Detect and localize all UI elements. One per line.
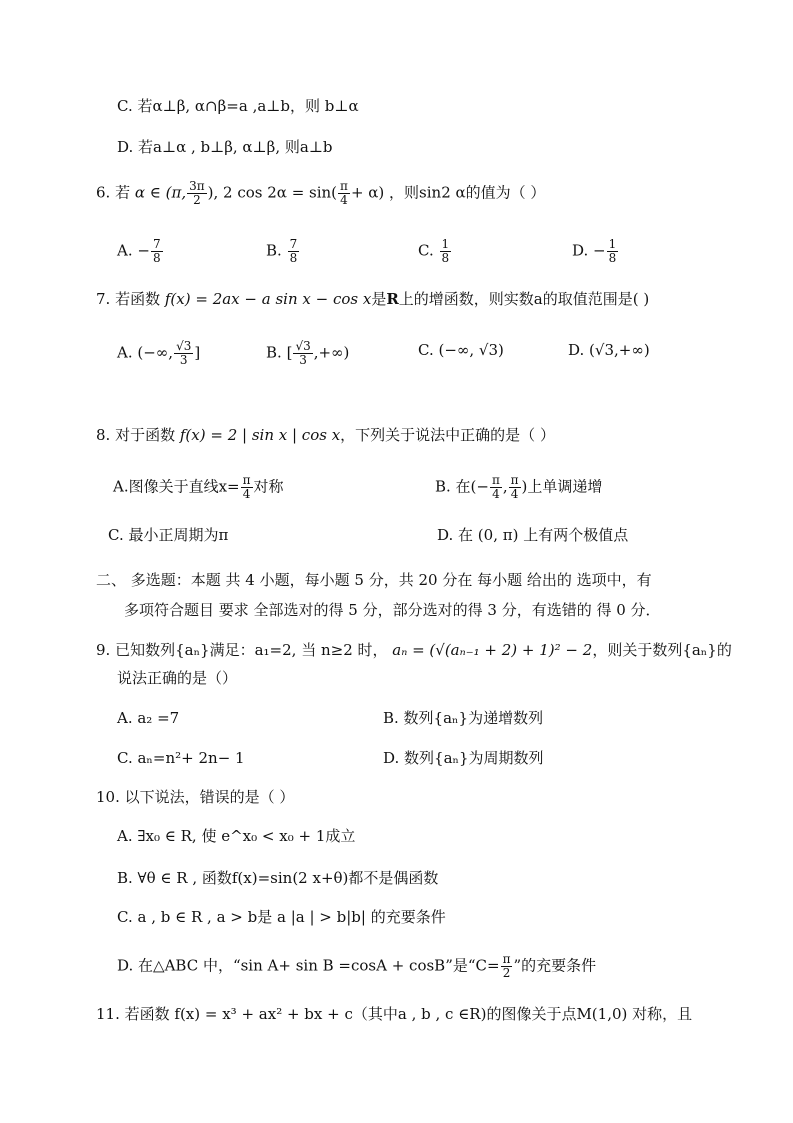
q7-option-a-letter: A.	[117, 343, 133, 362]
q7-function: f(x) = 2ax − a sin x − cos x	[164, 290, 372, 308]
q8-option-b-num1: π	[491, 473, 500, 487]
q8-suffix: ，下列关于说法中正确的是（ ）	[340, 426, 555, 444]
q9-stem-line1	[96, 640, 732, 660]
q8-option-a-left: A.图像关于直线x=	[113, 477, 240, 496]
section2-line1: 二、 多选题：本题 共 4 小题，每小题 5 分，共 20 分在 每小题 给出的 选项中，有	[96, 571, 652, 589]
q7-option-b-num: √3	[295, 339, 311, 353]
q9-stem-a: 9. 已知数列{aₙ}满足：a₁=2, 当 n≥2 时，	[96, 641, 388, 659]
q9-stem-b: ，则关于数列{aₙ}的	[592, 641, 732, 659]
q11-stem: 11. 若函数 f(x) = x³ + ax² + bx + c（其中a , b , c ∈R)的图像关于点M(1,0) 对称，且	[96, 1005, 693, 1023]
q10-option-d-den: 2	[502, 966, 511, 980]
q6-option-b-letter: B.	[266, 241, 282, 260]
q6-option-c-fraction	[440, 238, 452, 265]
q7-option-b-letter: B.	[266, 343, 282, 362]
q6-option-a-fraction	[151, 238, 163, 265]
q6-option-a	[117, 238, 164, 265]
q6-option-d-sign: −	[593, 241, 606, 260]
q8-option-a-fraction	[241, 474, 253, 501]
q6-option-d-letter: D.	[572, 241, 589, 260]
q8-function: f(x) = 2 | sin x | cos x	[179, 426, 341, 444]
q6-option-a-num: 7	[152, 237, 161, 251]
q8-option-b	[435, 474, 602, 501]
q8-option-a	[113, 474, 284, 501]
q7-suffix: 上的增函数，则实数a的取值范围是( )	[398, 290, 650, 308]
q7-option-b-den: 3	[299, 353, 307, 367]
q6-option-a-den: 8	[152, 251, 161, 265]
q6-cond-c: + α)	[350, 183, 385, 202]
q10-option-d-left: D. 在△ABC 中，“sin A+ sin B =cosA + cosB”是“C=	[117, 956, 500, 975]
q7-option-a-left: (−∞,	[137, 343, 174, 362]
q6-frac-num: 3π	[189, 179, 205, 193]
q7-option-a-den: 3	[179, 353, 188, 367]
q6-frac2-num: π	[340, 179, 348, 193]
q8-option-b-fraction-1	[490, 474, 502, 501]
q7-prefix: 7. 若函数	[96, 290, 161, 308]
q6-frac-den: 2	[193, 193, 201, 207]
q9-formula: aₙ = (√(aₙ₋₁ + 2) + 1)² − 2	[392, 641, 593, 659]
q8-option-b-left: B. 在(−	[435, 477, 489, 496]
q7-option-b	[266, 340, 349, 367]
q6-option-a-sign: −	[137, 241, 150, 260]
q8-option-a-den: 4	[242, 487, 251, 501]
q7-option-a-fraction	[174, 340, 193, 367]
q8-option-d: D. 在 (0, π) 上有两个极值点	[437, 526, 629, 544]
q10-option-c: C. a , b ∈ R , a > b是 a |a | > b|b| 的充要条件	[117, 908, 446, 926]
q7-stem	[96, 289, 649, 309]
q9-option-a: A. a₂ =7	[117, 709, 180, 727]
q6-option-c-num: 1	[441, 237, 450, 251]
q8-stem	[96, 425, 555, 445]
q10-option-d-right: ”的充要条件	[513, 956, 597, 975]
q8-option-b-num2: π	[510, 473, 519, 487]
q9-option-c: C. aₙ=n²+ 2n− 1	[117, 749, 245, 767]
q6-option-d-num: 1	[608, 237, 617, 251]
q8-option-a-num: π	[242, 473, 251, 487]
q10-option-d	[117, 953, 596, 980]
q6-option-a-letter: A.	[117, 241, 133, 260]
q6-option-c	[418, 238, 452, 265]
q6-option-b-num: 7	[289, 237, 298, 251]
q7-option-d: D. (√3,+∞)	[568, 341, 650, 359]
q6-option-c-letter: C.	[418, 241, 434, 260]
q6-cond-fraction-2	[338, 180, 350, 207]
q6-suffix: ，则sin2 α的值为（ ）	[389, 183, 546, 202]
q7-option-a-num: √3	[176, 339, 192, 353]
q6-option-b-fraction	[288, 238, 300, 265]
q9-option-d: D. 数列{aₙ}为周期数列	[383, 749, 544, 767]
q5-option-d: D. 若a⊥α , b⊥β, α⊥β, 则a⊥b	[117, 138, 333, 156]
q10-option-b: B. ∀θ ∈ R , 函数f(x)=sin(2 x+θ)都不是偶函数	[117, 869, 439, 887]
q6-cond-a: α ∈ (π,	[134, 183, 187, 202]
q6-cond-b: ), 2 cos 2α = sin(	[207, 183, 338, 202]
q8-option-c: C. 最小正周期为π	[108, 526, 229, 544]
q8-option-a-right: 对称	[253, 477, 284, 496]
q7-option-a	[117, 340, 200, 367]
q7-option-c: C. (−∞, √3)	[418, 341, 504, 359]
q6-option-c-den: 8	[441, 251, 450, 265]
q7-real-set: R	[386, 290, 399, 308]
q8-option-b-den1: 4	[492, 487, 500, 501]
q10-stem: 10. 以下说法，错误的是（ ）	[96, 788, 295, 806]
q6-option-d-den: 8	[608, 251, 617, 265]
q8-option-b-den2: 4	[510, 487, 519, 501]
q10-option-d-fraction	[501, 953, 513, 980]
q6-cond-fraction	[187, 180, 207, 207]
q10-option-a: A. ∃x₀ ∈ R, 使 e^x₀ < x₀ + 1成立	[117, 827, 356, 845]
q7-option-a-right: ]	[194, 343, 201, 362]
q6-prefix: 6. 若	[96, 183, 131, 202]
q6-option-b	[266, 238, 300, 265]
q6-option-d-fraction	[607, 238, 619, 265]
q10-option-d-num: π	[502, 952, 511, 966]
section2-line2: 多项符合题目 要求 全部选对的得 5 分，部分选对的得 3 分，有选错的 得 0 分．	[124, 601, 661, 619]
q6-frac2-den: 4	[340, 193, 348, 207]
q7-mid: 是	[371, 290, 387, 308]
q7-option-b-fraction	[293, 340, 312, 367]
q6-option-d	[572, 238, 619, 265]
q7-option-b-left: [	[286, 343, 293, 362]
q8-option-b-fraction-2	[509, 474, 521, 501]
q5-option-c: C. 若α⊥β, α∩β=a ,a⊥b，则 b⊥α	[117, 97, 359, 115]
q8-prefix: 8. 对于函数	[96, 426, 176, 444]
q9-stem-line2: 说法正确的是（）	[117, 669, 238, 687]
q9-option-b: B. 数列{aₙ}为递增数列	[383, 709, 544, 727]
q6-option-b-den: 8	[289, 251, 298, 265]
q8-option-b-comma: ,	[502, 477, 508, 496]
q7-option-b-right: ,+∞)	[313, 343, 350, 362]
q6-stem	[96, 180, 545, 207]
q8-option-b-right: )上单调递增	[521, 477, 603, 496]
